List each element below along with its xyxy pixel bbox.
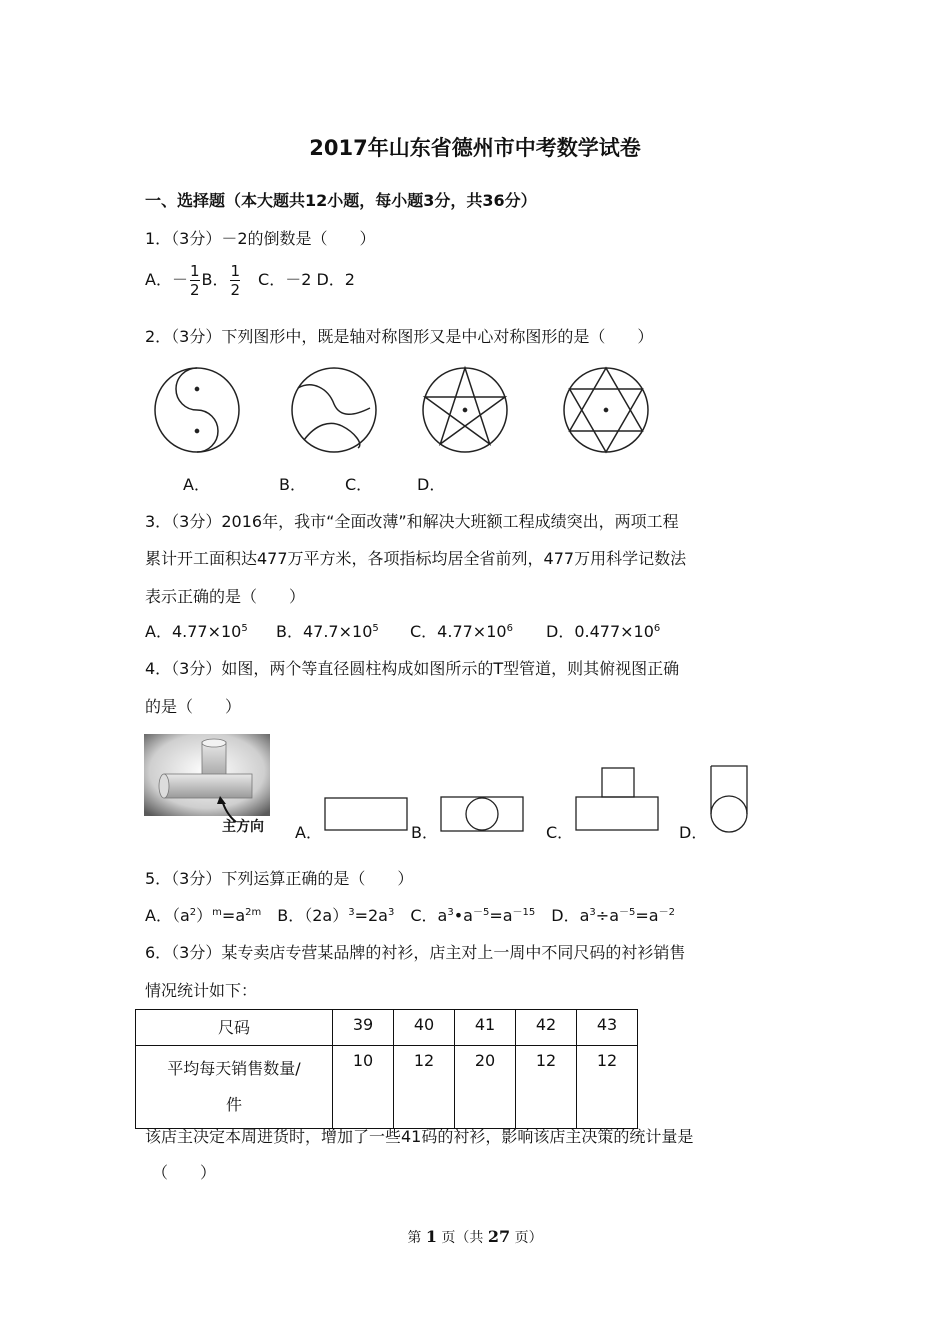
fraction-numerator: 1 bbox=[189, 262, 200, 280]
table-cell: 39 bbox=[333, 1010, 394, 1046]
q3-option-d bbox=[546, 619, 660, 642]
q5-b-part: B．（2a） bbox=[261, 906, 349, 925]
table-cell: 43 bbox=[577, 1010, 638, 1046]
table-row-label bbox=[136, 1046, 333, 1129]
q5-b-part: =2a bbox=[354, 906, 388, 925]
q3-option-d-text: D．0.477×10 bbox=[546, 622, 654, 641]
fraction-denominator: 2 bbox=[189, 281, 200, 299]
q5-stem: 5．（3分）下列运算正确的是（ ） bbox=[145, 869, 414, 888]
q6-line-2: 情况统计如下： bbox=[145, 981, 258, 1000]
q3-line-3: 表示正确的是（ ） bbox=[145, 587, 306, 606]
q6-line-1: 6．（3分）某专卖店专营某品牌的衬衫，店主对上一周中不同尺码的衬衫销售 bbox=[145, 943, 686, 962]
exponent: m bbox=[212, 907, 222, 918]
q3-option-c-text: C．4.77×10 bbox=[410, 622, 507, 641]
table-cell: 12 bbox=[516, 1046, 577, 1129]
q4-line-1: 4．（3分）如图，两个等直径圆柱构成如图所示的T型管道，则其俯视图正确 bbox=[145, 659, 680, 678]
q4-line-2: 的是（ ） bbox=[145, 697, 242, 716]
table-row bbox=[136, 1046, 638, 1129]
q6-after-line-2: （ ） bbox=[152, 1163, 217, 1182]
swirl-figure bbox=[292, 368, 376, 452]
q1-stem: 1．（3分）－2的倒数是（ ） bbox=[145, 229, 376, 248]
q1-option-cd: C．－2 D．2 bbox=[242, 270, 355, 289]
q4-option-a-rectangle bbox=[324, 797, 410, 833]
q2-label-a: A． bbox=[183, 475, 210, 494]
exponent: 2m bbox=[245, 907, 262, 918]
fraction-numerator: 1 bbox=[230, 262, 241, 280]
page-number: 1 bbox=[425, 1227, 437, 1246]
total-pages: 27 bbox=[487, 1227, 511, 1246]
q5-c-part: C．a bbox=[394, 906, 448, 925]
table-cell: 10 bbox=[333, 1046, 394, 1129]
q2-stem: 2．（3分）下列图形中，既是轴对称图形又是中心对称图形的是（ ） bbox=[145, 327, 654, 346]
q1-fraction-a bbox=[190, 262, 200, 299]
q5-options bbox=[145, 903, 675, 926]
q1-options bbox=[145, 262, 355, 299]
q3-line-1: 3．（3分）2016年，我市“全面改薄”和解决大班额工程成绩突出，两项工程 bbox=[145, 512, 679, 531]
q4-option-d-circle-rect bbox=[707, 764, 753, 834]
q5-a-part: A．（a bbox=[145, 906, 190, 925]
exponent: 5 bbox=[241, 623, 248, 634]
q2-label-b: B． bbox=[279, 475, 306, 494]
table-cell: 40 bbox=[394, 1010, 455, 1046]
exponent: 3 bbox=[348, 907, 355, 918]
q4-label-d: D． bbox=[679, 823, 708, 842]
exponent: －5 bbox=[619, 907, 636, 918]
row-label-line: 平均每天销售数量/ bbox=[167, 1059, 301, 1078]
q5-a-part: ） bbox=[196, 906, 213, 925]
table-cell: 41 bbox=[455, 1010, 516, 1046]
footer-text: 第 bbox=[407, 1230, 426, 1246]
q3-option-b bbox=[276, 619, 379, 642]
main-direction-label: 主方向 bbox=[222, 819, 264, 835]
q3-option-c bbox=[410, 619, 513, 642]
exponent: 3 bbox=[387, 907, 395, 918]
q5-d-part: D．a bbox=[535, 906, 590, 925]
exponent: 5 bbox=[372, 623, 379, 634]
page-title: 2017年山东省德州市中考数学试卷 bbox=[309, 136, 641, 160]
q2-label-d: D． bbox=[417, 475, 446, 494]
exponent: 6 bbox=[653, 623, 661, 634]
table-header-cell: 尺码 bbox=[136, 1010, 333, 1046]
exponent: －15 bbox=[512, 907, 536, 918]
table-cell: 20 bbox=[455, 1046, 516, 1129]
q1-fraction-b bbox=[230, 262, 240, 299]
q6-after-line-1: 该店主决定本周进货时，增加了一些41码的衬衫，影响该店主决策的统计量是 bbox=[145, 1127, 694, 1146]
q4-label-c: C． bbox=[546, 823, 574, 842]
exponent: 3 bbox=[447, 907, 454, 918]
q1-option-a-label: A．－ bbox=[145, 270, 188, 289]
table-cell: 42 bbox=[516, 1010, 577, 1046]
footer-text: 页） bbox=[510, 1230, 543, 1246]
q5-a-part: =a bbox=[221, 906, 246, 925]
q3-option-a bbox=[145, 619, 248, 642]
yin-yang-figure bbox=[155, 368, 239, 452]
table-cell: 12 bbox=[577, 1046, 638, 1129]
exponent: －2 bbox=[658, 907, 675, 918]
hexagram-figure bbox=[564, 368, 648, 452]
exponent: －5 bbox=[472, 907, 490, 918]
q2-figures bbox=[148, 362, 658, 462]
fraction-denominator: 2 bbox=[230, 281, 241, 299]
table-cell: 12 bbox=[394, 1046, 455, 1129]
page-footer bbox=[0, 1227, 950, 1247]
exponent: 2 bbox=[189, 907, 197, 918]
q3-option-a-text: A．4.77×10 bbox=[145, 622, 242, 641]
q5-c-part: =a bbox=[489, 906, 513, 925]
q5-d-part: =a bbox=[635, 906, 659, 925]
q5-d-part: ÷a bbox=[595, 906, 620, 925]
q3-line-2: 累计开工面积达477万平方米，各项指标均居全省前列，477万用科学记数法 bbox=[145, 549, 687, 568]
q4-label-a: A． bbox=[295, 823, 322, 842]
row-label-line: 件 bbox=[225, 1095, 242, 1114]
q4-option-b-rect-circle bbox=[440, 796, 526, 834]
section-heading: 一、选择题（本大题共12小题，每小题3分，共36分） bbox=[145, 191, 537, 210]
q3-option-b-text: B．47.7×10 bbox=[276, 622, 373, 641]
q4-label-b: B． bbox=[411, 823, 438, 842]
exponent: 3 bbox=[589, 907, 596, 918]
q4-option-c-t-shape bbox=[575, 767, 661, 833]
exponent: 6 bbox=[506, 623, 513, 634]
q2-label-c: C． bbox=[345, 475, 373, 494]
q1-option-b-label: B． bbox=[201, 270, 229, 289]
table-row bbox=[136, 1010, 638, 1046]
footer-text: 页（共 bbox=[436, 1230, 488, 1246]
q5-c-part: •a bbox=[453, 906, 473, 925]
sales-table bbox=[135, 1009, 638, 1129]
pentagram-figure bbox=[423, 368, 507, 452]
